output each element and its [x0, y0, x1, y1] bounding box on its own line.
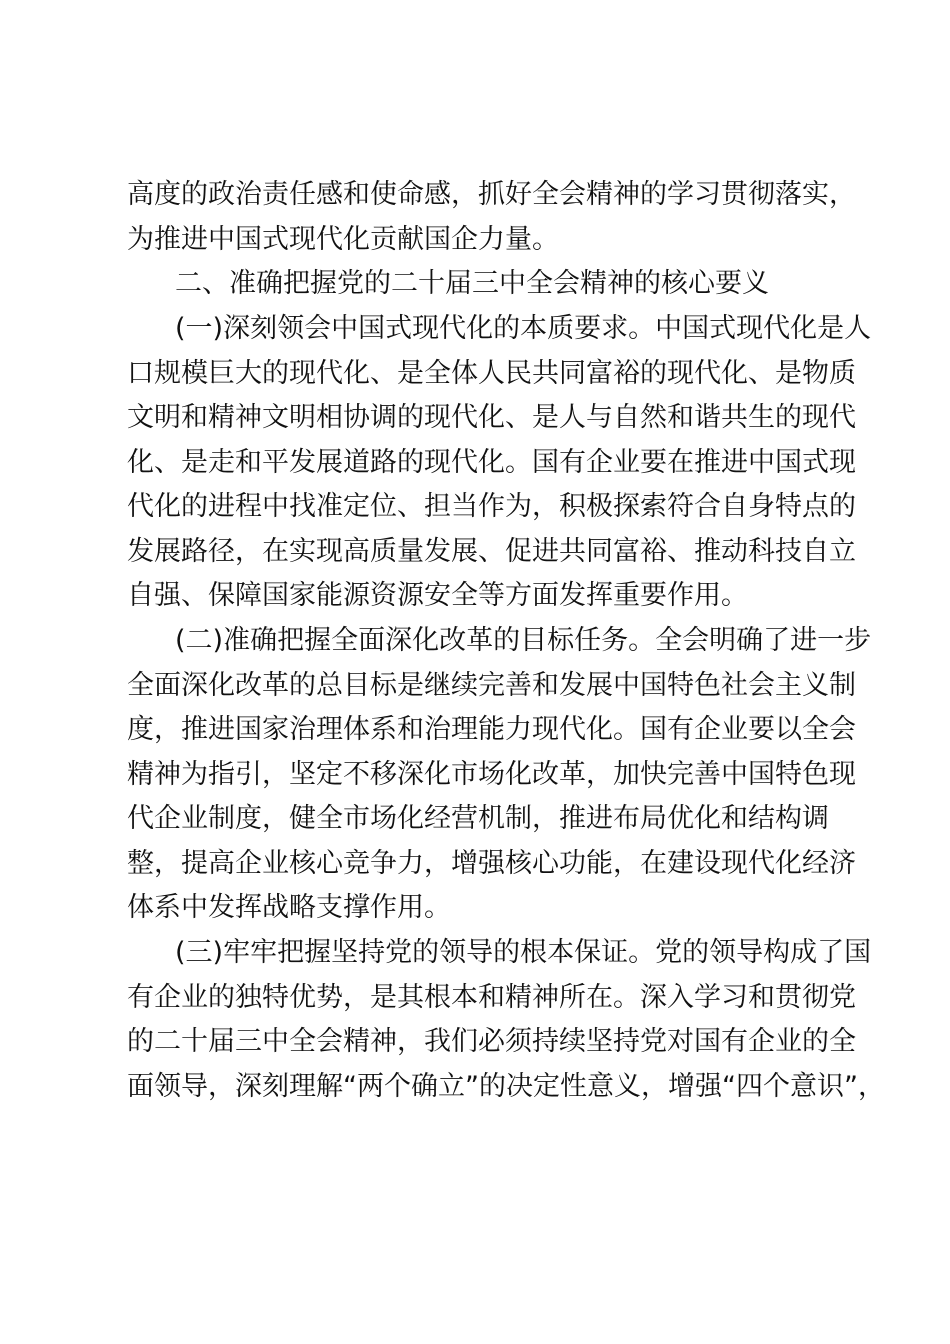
section-heading: 二、准确把握党的二十届三中全会精神的核心要义 [175, 268, 769, 299]
text-line: 为推进中国式现代化贡献国企力量。 [127, 224, 559, 255]
text-line: 发展路径，在实现高质量发展、促进共同富裕、推动科技自立 [127, 536, 856, 567]
text-line: 口规模巨大的现代化、是全体人民共同富裕的现代化、是物质 [127, 358, 856, 389]
text-line: 有企业的独特优势，是其根本和精神所在。深入学习和贯彻党 [127, 982, 856, 1013]
text-line: 代化的进程中找准定位、担当作为，积极探索符合自身特点的 [127, 491, 856, 522]
text-line: 高度的政治责任感和使命感，抓好全会精神的学习贯彻落实， [127, 179, 856, 210]
text-line: 全面深化改革的总目标是继续完善和发展中国特色社会主义制 [127, 670, 856, 701]
text-line: 自强、保障国家能源资源安全等方面发挥重要作用。 [127, 580, 748, 611]
text-line: 度，推进国家治理体系和治理能力现代化。国有企业要以全会 [127, 714, 856, 745]
text-line: 的二十届三中全会精神，我们必须持续坚持党对国有企业的全 [127, 1026, 856, 1057]
text-line: 整，提高企业核心竞争力，增强核心功能，在建设现代化经济 [127, 848, 856, 879]
text-line: 代企业制度，健全市场化经营机制，推进布局优化和结构调 [127, 803, 829, 834]
text-line: 精神为指引，坚定不移深化市场化改革，加快完善中国特色现 [127, 759, 856, 790]
text-line: 化、是走和平发展道路的现代化。国有企业要在推进中国式现 [127, 447, 856, 478]
paragraph-first-line: (二)准确把握全面深化改革的目标任务。全会明确了进一步 [175, 625, 872, 656]
text-line: 文明和精神文明相协调的现代化、是人与自然和谐共生的现代 [127, 402, 856, 433]
text-line: 面领导，深刻理解“两个确立”的决定性意义，增强“四个意识”， [127, 1071, 885, 1102]
paragraph-first-line: (一)深刻领会中国式现代化的本质要求。中国式现代化是人 [175, 313, 872, 344]
text-line: 体系中发挥战略支撑作用。 [127, 892, 451, 923]
paragraph-first-line: (三)牢牢把握坚持党的领导的根本保证。党的领导构成了国 [175, 937, 872, 968]
